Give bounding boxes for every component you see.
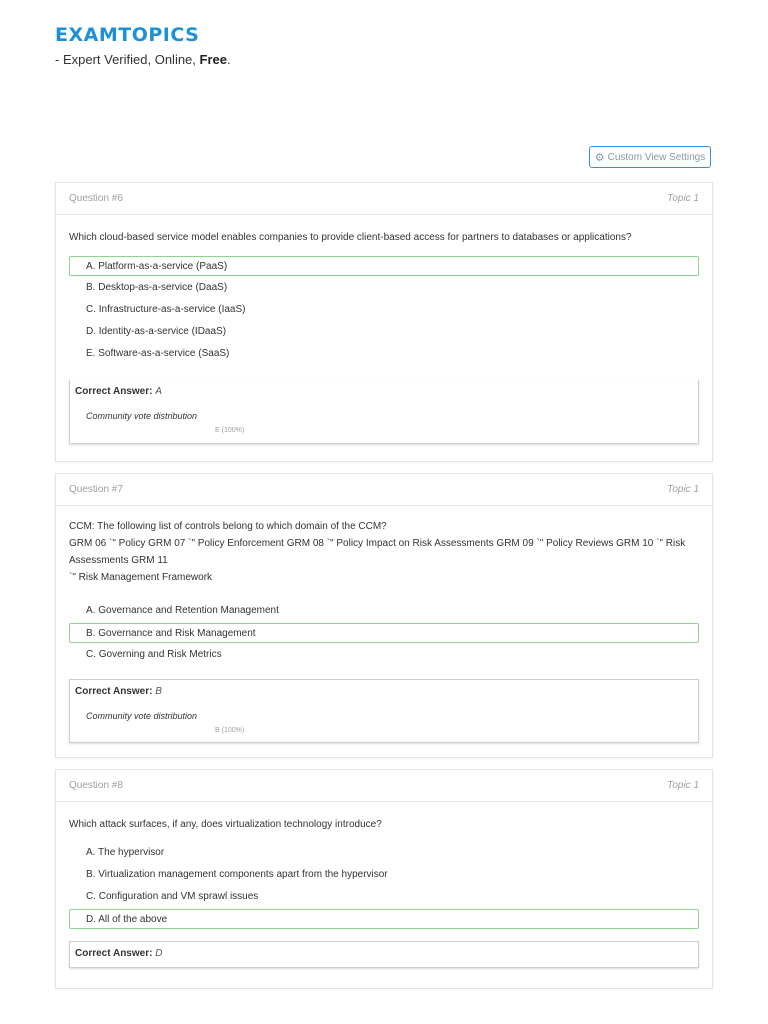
question-number: Question #7	[69, 484, 123, 495]
vote-distribution-label: Community vote distribution	[86, 411, 198, 421]
choice-item[interactable]: D. All of the above	[69, 909, 699, 929]
vote-distribution-value: B (100%)	[215, 727, 245, 734]
choice-item[interactable]: C. Configuration and VM sprawl issues	[86, 891, 259, 902]
gear-icon: ⚙	[594, 151, 605, 164]
answer-box	[69, 380, 699, 444]
logo-text: EXAMTOPICS	[55, 24, 200, 46]
question-header	[56, 474, 712, 506]
correct-answer: Correct Answer: D	[75, 948, 163, 959]
choice-item[interactable]: A. Platform-as-a-service (PaaS)	[69, 256, 699, 276]
choice-item[interactable]: C. Infrastructure-as-a-service (IaaS)	[86, 304, 246, 315]
question-card	[55, 769, 713, 989]
question-header	[56, 183, 712, 215]
choice-item[interactable]: D. Identity-as-a-service (IDaaS)	[86, 326, 227, 337]
question-text: CCM: The following list of controls belong to which domain of the CCM? GRM 06 `" Policy GRM 07 `" Policy Enforcement GRM 08 `" Policy Impact on Risk Assessments GRM 09 `" Policy Reviews GRM 10 `" Risk Assessments GRM 11 `" Risk Management Framework	[69, 521, 686, 583]
vote-distribution-value: E (100%)	[215, 427, 245, 434]
choice-item[interactable]: A. The hypervisor	[86, 847, 165, 858]
question-topic: Topic 1	[667, 193, 699, 204]
question-number: Question #8	[69, 780, 123, 791]
answer-box	[69, 679, 699, 743]
choices-list	[69, 601, 699, 665]
choice-item[interactable]: B. Desktop-as-a-service (DaaS)	[86, 282, 228, 293]
question-number: Question #6	[69, 193, 123, 204]
correct-answer: Correct Answer: B	[75, 686, 162, 697]
answer-box	[69, 941, 699, 968]
question-text: Which attack surfaces, if any, does virtualization technology introduce?	[69, 819, 382, 830]
question-topic: Topic 1	[667, 484, 699, 495]
question-card	[55, 182, 713, 462]
choice-item[interactable]: C. Governing and Risk Metrics	[86, 649, 222, 660]
question-topic: Topic 1	[667, 780, 699, 791]
choice-item[interactable]: B. Virtualization management components apart from the hypervisor	[86, 869, 388, 880]
choice-item[interactable]: A. Governance and Retention Management	[86, 605, 279, 616]
vote-distribution-label: Community vote distribution	[86, 711, 198, 721]
correct-answer: Correct Answer: A	[75, 386, 162, 397]
question-card	[55, 473, 713, 758]
site-header	[55, 22, 231, 67]
question-text: Which cloud-based service model enables companies to provide client-based access for partners to databases or applications?	[69, 232, 632, 243]
choice-item[interactable]: E. Software-as-a-service (SaaS)	[86, 348, 230, 359]
choices-list	[69, 843, 699, 929]
custom-view-settings-button[interactable]	[589, 146, 711, 168]
choice-item[interactable]: B. Governance and Risk Management	[69, 623, 699, 643]
choices-list	[69, 256, 699, 364]
examtopics-logo[interactable]	[55, 22, 231, 48]
settings-button-label: Custom View Settings	[607, 151, 706, 163]
question-header	[56, 770, 712, 802]
tagline: - Expert Verified, Online, Free.	[55, 52, 231, 67]
